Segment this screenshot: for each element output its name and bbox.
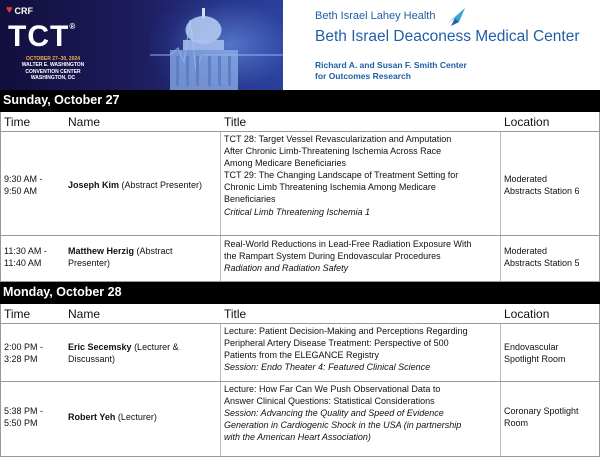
presenter: Matthew Herzig (Abstract Presenter) bbox=[68, 246, 173, 269]
column-header-location: Location bbox=[504, 115, 550, 129]
crf-logo: ♥ CRF bbox=[6, 4, 34, 16]
presenter: Joseph Kim (Abstract Presenter) bbox=[68, 180, 203, 190]
smith-center-label: Richard A. and Susan F. Smith Center for Outcomes Research bbox=[315, 60, 467, 81]
table-row bbox=[0, 236, 600, 282]
session-time: 9:30 AM - 9:50 AM bbox=[4, 174, 43, 197]
session-name: Critical Limb Threatening Ischemia 1 bbox=[224, 206, 371, 217]
column-header-time: Time bbox=[4, 307, 31, 321]
table-header bbox=[0, 112, 600, 132]
column-header-title: Title bbox=[224, 307, 247, 321]
session-time: 2:00 PM - 3:28 PM bbox=[4, 342, 44, 365]
table-row bbox=[0, 382, 600, 457]
bird-arrow-icon bbox=[445, 6, 469, 28]
session-title: Lecture: Patient Decision-Making and Perceptions Regarding Peripheral Artery Disease Treatment: Perspective of 500 Patients from the ELEGANCE Registry Session: Endo Theater 4: Featured Clinical Science bbox=[224, 325, 499, 373]
session-title: TCT 28: Target Vessel Revascularization and Amputation After Chronic Limb-Threatening Ischemia Across Race Among Medicare Beneficiaries TCT 29: The Changing Landscape of Treatment Setting for Chronic Limb Threatening Ischemia Among Medicare Beneficiaries Critical Limb Threatening Ischemia 1 bbox=[224, 133, 499, 218]
presenter: Eric Secemsky (Lecturer & Discussant) bbox=[68, 342, 179, 365]
session-time: 5:38 PM - 5:50 PM bbox=[4, 406, 44, 429]
table-row bbox=[0, 324, 600, 382]
session-name: Radiation and Radiation Safety bbox=[224, 263, 349, 274]
tct-logo-panel bbox=[0, 0, 283, 90]
capitol-dome-icon bbox=[150, 0, 283, 90]
header-banner bbox=[0, 0, 600, 90]
presenter: Robert Yeh (Lecturer) bbox=[68, 412, 157, 422]
session-location: Endovascular Spotlight Room bbox=[504, 342, 566, 365]
session-title: Real-World Reductions in Lead-Free Radiation Exposure With the Rampart System During Endovascular Procedures Radiation and Radiation Safety bbox=[224, 238, 499, 274]
session-location: Moderated Abstracts Station 6 bbox=[504, 174, 580, 197]
table-row bbox=[0, 132, 600, 236]
table-header bbox=[0, 304, 600, 324]
heart-icon: ♥ bbox=[6, 4, 13, 16]
session-name: Session: Advancing the Quality and Speed of Evidence bbox=[224, 408, 444, 419]
column-header-name: Name bbox=[68, 115, 101, 129]
bidmc-logo-panel bbox=[283, 0, 600, 90]
tct-wordmark: TCT® bbox=[8, 20, 77, 53]
column-header-location: Location bbox=[504, 307, 550, 321]
bidmc-name: Beth Israel Deaconess Medical Center bbox=[315, 28, 580, 45]
session-location: Coronary Spotlight Room bbox=[504, 406, 579, 429]
day-heading: Sunday, October 27 bbox=[0, 90, 600, 112]
column-header-title: Title bbox=[224, 115, 247, 129]
lahey-health-label: Beth Israel Lahey Health bbox=[315, 10, 436, 22]
column-header-time: Time bbox=[4, 115, 31, 129]
column-header-name: Name bbox=[68, 307, 101, 321]
session-time: 11:30 AM - 11:40 AM bbox=[4, 246, 47, 269]
session-location: Moderated Abstracts Station 5 bbox=[504, 246, 580, 269]
day-heading: Monday, October 28 bbox=[0, 282, 600, 304]
session-name: Session: Endo Theater 4: Featured Clinical Science bbox=[224, 362, 431, 373]
tct-event-info: OCTOBER 27–30, 2024 WALTER E. WASHINGTON CONVENTION CENTER WASHINGTON, DC bbox=[21, 56, 85, 82]
session-title: Lecture: How Far Can We Push Observational Data to Answer Clinical Questions: Statistical Considerations Session: Advancing the Quality and Speed of Evidence Generation in Cardiogenic Shock in the USA (in partnership with the American Heart Association) bbox=[224, 383, 499, 443]
